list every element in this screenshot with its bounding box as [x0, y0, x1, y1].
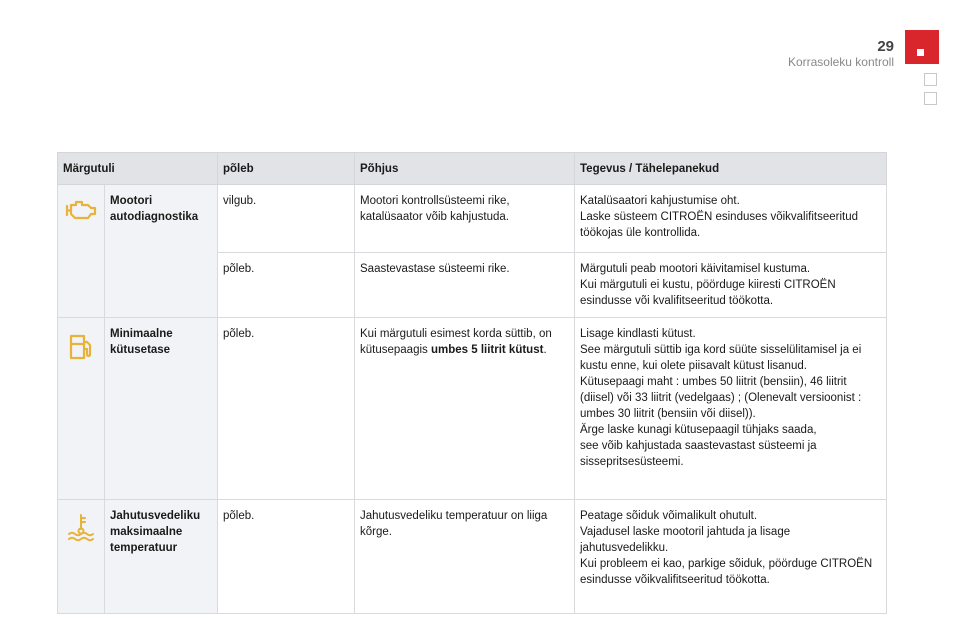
- icon-cell: [58, 185, 105, 318]
- action-cell: Märgutuli peab mootori käivitamisel kustuma. Kui märgutuli ei kustu, pöörduge kiiresti CITROËN esindusse või kvalifitseeritud töökotta.: [575, 253, 887, 318]
- column-header-action: Tegevus / Tähelepanekud: [575, 153, 887, 185]
- warning-name: Jahutusvedeliku maksimaalne temperatuur: [105, 500, 218, 614]
- column-header-cause: Põhjus: [355, 153, 575, 185]
- column-header-state: põleb: [218, 153, 355, 185]
- cause-cell: Jahutusvedeliku temperatuur on liiga kõrge.: [355, 500, 575, 614]
- engine-icon: [63, 197, 99, 223]
- coolant-temperature-icon: [65, 512, 97, 542]
- cause-text-end: .: [543, 344, 547, 356]
- warning-lights-table: [57, 152, 887, 614]
- state-cell: põleb.: [218, 253, 355, 318]
- state-cell: vilgub.: [218, 185, 355, 253]
- table-row: [58, 318, 887, 500]
- table-row: [58, 185, 887, 253]
- side-nav-box-2: [924, 92, 937, 105]
- chapter-tab: [905, 30, 939, 64]
- cause-cell: Mootori kontrollsüsteemi rike, katalüsaator võib kahjustuda.: [355, 185, 575, 253]
- section-title: Korrasoleku kontroll: [787, 55, 894, 69]
- action-cell: Lisage kindlasti kütust. See märgutuli süttib iga kord süüte sisselülitamisel ja ei kustu enne, kui olete piisavalt kütust lisanud. Kütusepaagi maht : umbes 50 liitrit (bensiin), 46 liitrit (diisel) või 33 liitrit (vedelgaas) ; (Olenevalt versioonist : umbes 30 liitrit (bensiin või diisel)). Ärge laske kunagi kütusepaagil tühjaks saada, see võib kahjustada saastevastast süsteemi ja sissepritsesüsteemi.: [575, 318, 887, 500]
- fuel-pump-icon: [67, 332, 95, 362]
- action-cell: Peatage sõiduk võimalikult ohutult. Vajadusel laske mootoril jahtuda ja lisage jahutusvedelikku. Kui probleem ei kao, parkige sõiduk, pöörduge CITROËN esindusse võikvalifitseeritud töökotta.: [575, 500, 887, 614]
- page-number: 29: [877, 38, 894, 55]
- chapter-tab-marker: [917, 49, 924, 56]
- table-header-row: [58, 153, 887, 185]
- warning-name: Mootori autodiagnostika: [105, 185, 218, 318]
- column-header-warning-light: Märgutuli: [58, 153, 218, 185]
- side-nav-box-1: [924, 73, 937, 86]
- state-cell: põleb.: [218, 500, 355, 614]
- state-cell: põleb.: [218, 318, 355, 500]
- cause-cell: [355, 318, 575, 500]
- table-row: [58, 500, 887, 614]
- cause-emphasis: umbes 5 liitrit kütust: [430, 344, 544, 356]
- icon-cell: [58, 318, 105, 500]
- icon-cell: [58, 500, 105, 614]
- warning-name: Minimaalne kütusetase: [105, 318, 218, 500]
- cause-text: Kui märgutuli esimest korda süttib, on kütusepaagis: [360, 328, 552, 356]
- cause-cell: Saastevastase süsteemi rike.: [355, 253, 575, 318]
- action-cell: Katalüsaatori kahjustumise oht. Laske süsteem CITROËN esinduses võikvalifitseeritud töökojas üle kontrollida.: [575, 185, 887, 253]
